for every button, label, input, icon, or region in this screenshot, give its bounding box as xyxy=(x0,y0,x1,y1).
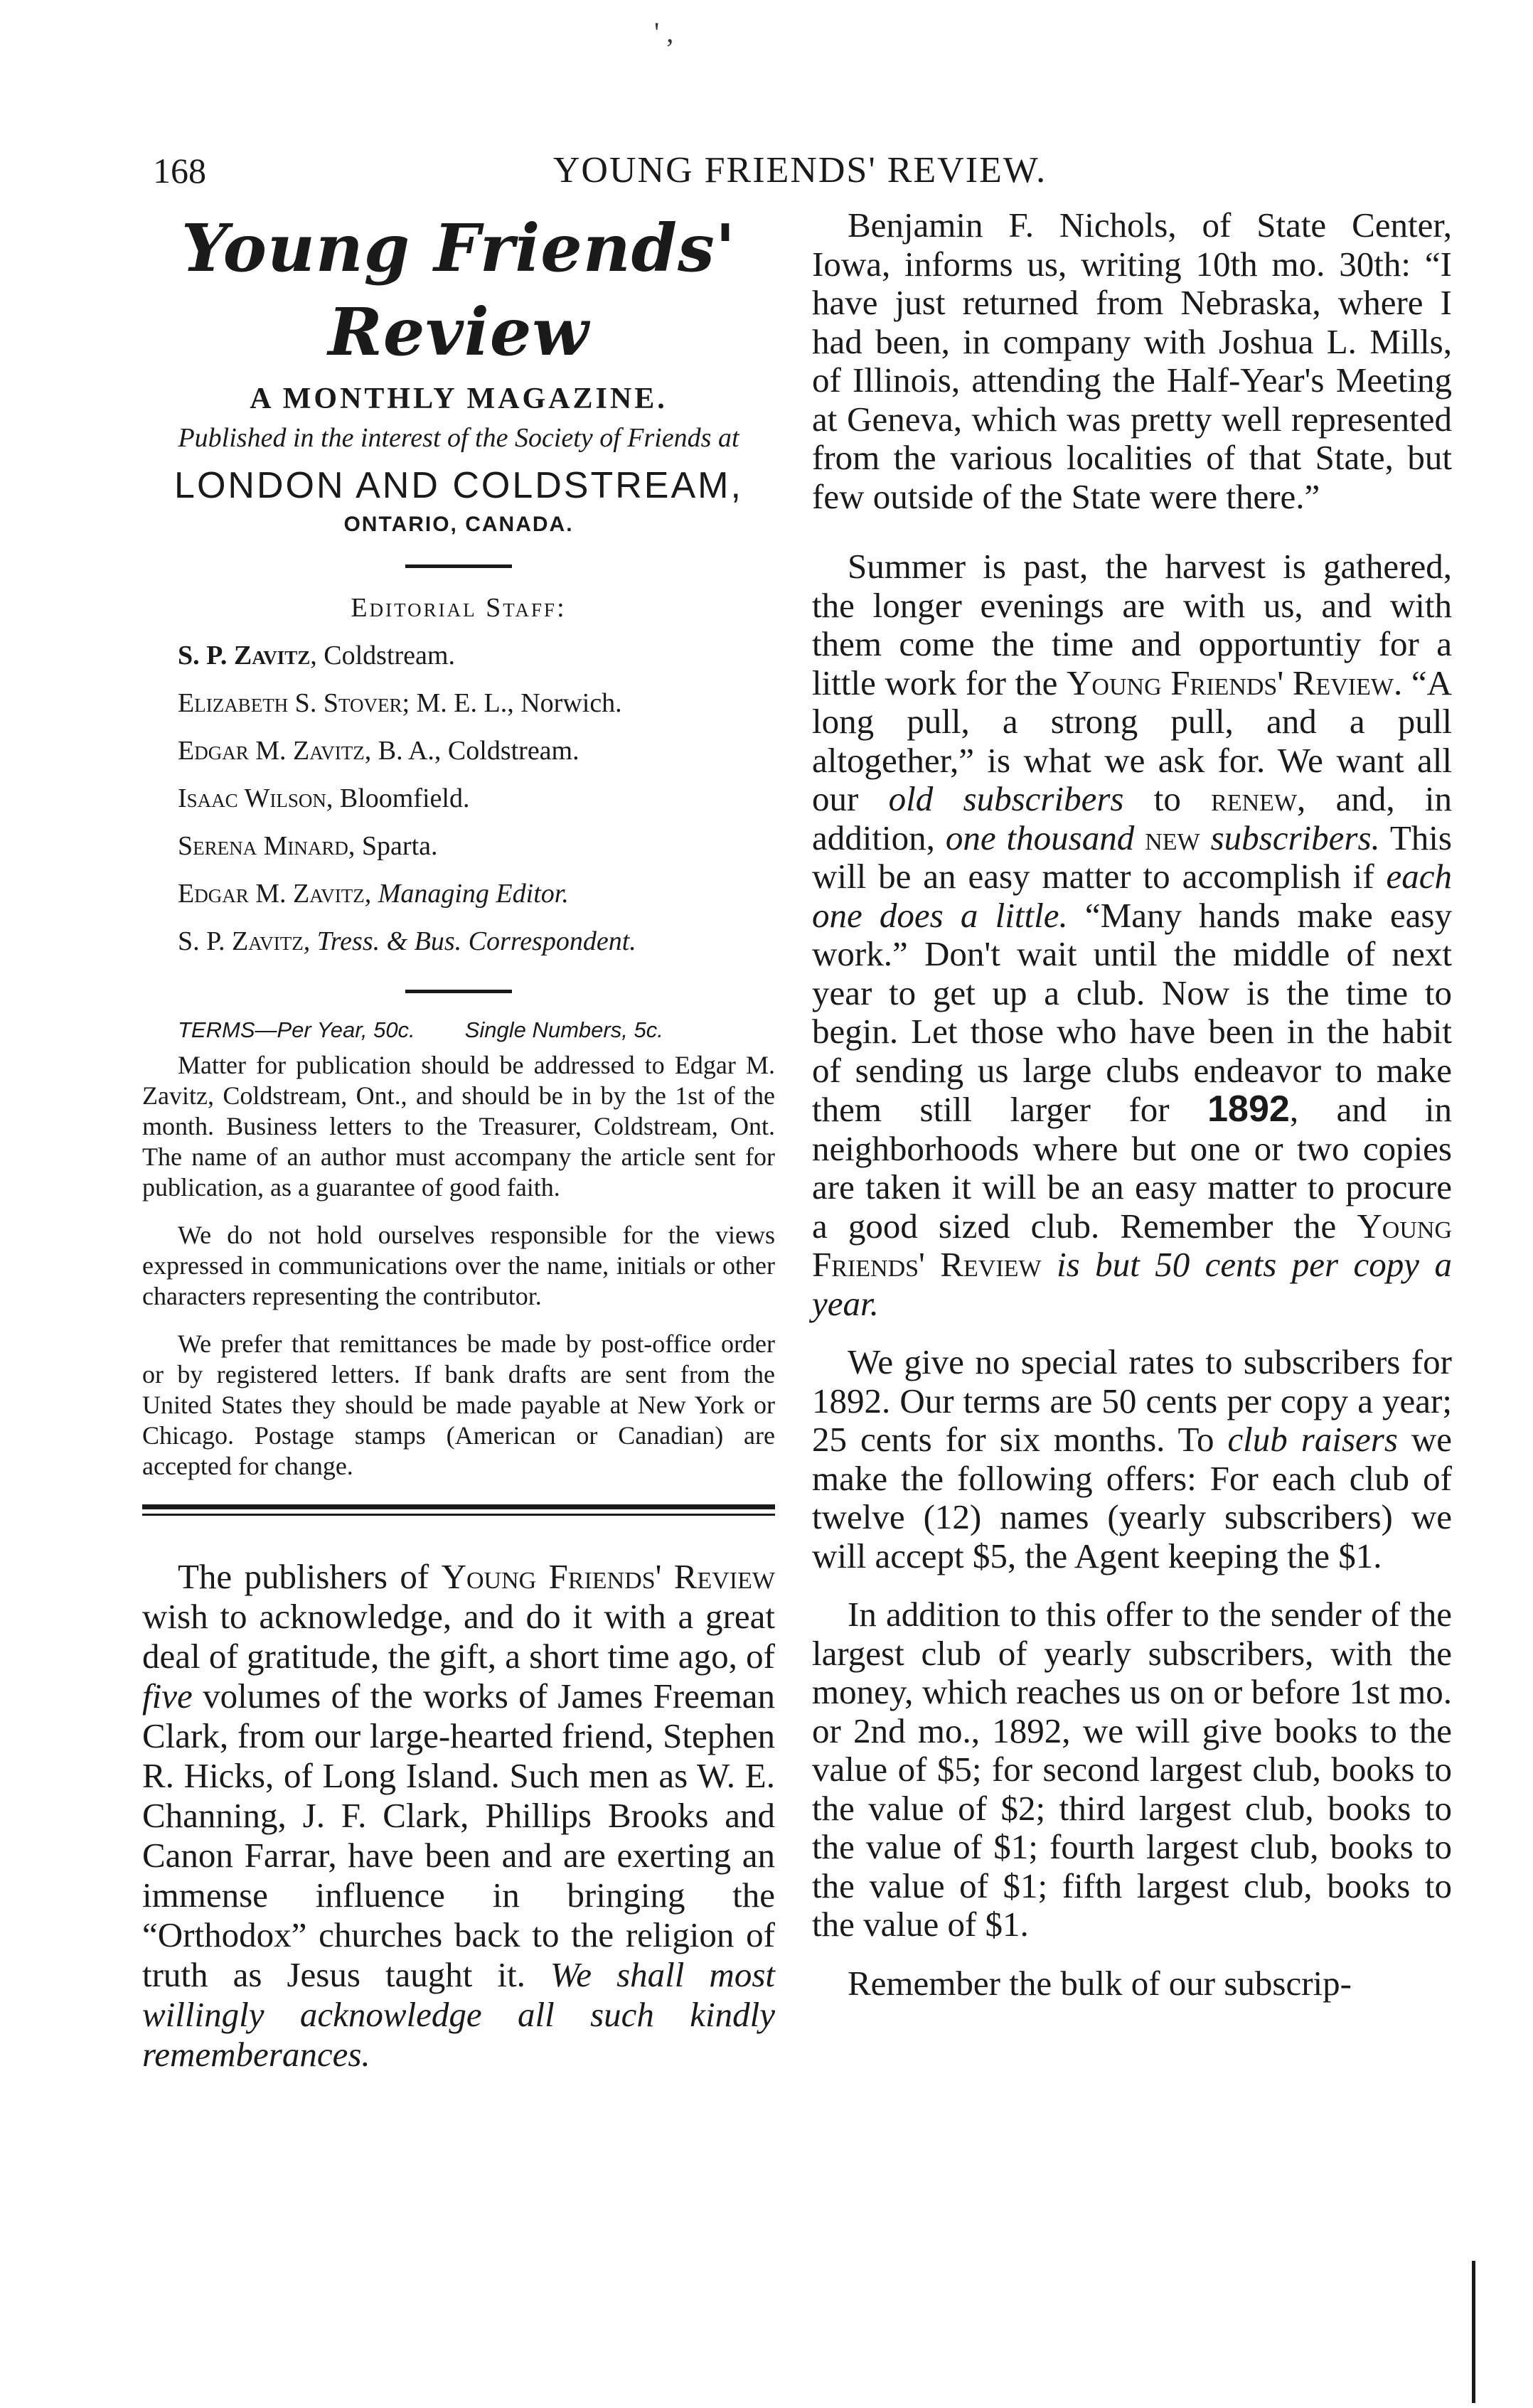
double-rule xyxy=(142,1504,775,1516)
staff-detail: , Managing Editor. xyxy=(364,879,569,909)
staff-name: S. P. Zavitz xyxy=(178,926,304,956)
masthead-subtitle: A MONTHLY MAGAZINE. xyxy=(250,382,668,415)
terms-single: Single Numbers, 5c. xyxy=(464,1017,663,1042)
divider xyxy=(405,990,512,993)
terms-per-year: TERMS—Per Year, 50c. xyxy=(178,1017,415,1042)
staff-name: Isaac Wilson xyxy=(178,783,326,813)
page-header xyxy=(153,149,1447,192)
staff-member xyxy=(178,680,775,727)
right-column xyxy=(812,206,1452,2023)
staff-member xyxy=(178,870,775,918)
masthead-country: ONTARIO, CANADA. xyxy=(343,513,574,536)
staff-detail: , Coldstream. xyxy=(310,641,455,670)
masthead-published: Published in the interest of the Society of Friends at xyxy=(178,423,739,453)
staff-name: Edgar M. Zavitz xyxy=(178,879,365,909)
remember-paragraph: Remember the bulk of our subscrip- xyxy=(848,1963,1352,2003)
staff-name: Elizabeth S. Stover xyxy=(178,688,402,718)
masthead-place: LONDON AND COLDSTREAM, xyxy=(174,465,743,506)
staff-detail: , Tress. & Bus. Correspondent. xyxy=(303,926,636,956)
margin-line xyxy=(1472,2261,1475,2403)
left-column xyxy=(142,206,775,2094)
staff-list xyxy=(142,632,775,965)
staff-member xyxy=(178,918,775,965)
addition-paragraph: In addition to this offer to the sender of the largest club of yearly subscribers, with the money, which reaches us on or before 1st mo. or 2nd mo., 1892, we will give books to the value of $5; for second largest club, books to the value of $2; third largest club, books to the value of $1; fourth largest club, books to the value of $1; fifth largest club, books to the value of $1. xyxy=(812,1595,1452,1944)
running-title: YOUNG FRIENDS' REVIEW. xyxy=(552,150,1047,191)
notice-paragraph: We prefer that remittances be made by post-office order or by registered letters. If bank drafts are sent from the United States they should be made payable at New York or Chicago. Postage stamps (American or Canadian) are accepted for change. xyxy=(142,1329,775,1480)
staff-detail: , Bloomfield. xyxy=(326,783,470,813)
nichols-paragraph: Benjamin F. Nichols, of State Center, Iowa, informs us, writing 10th mo. 30th: “I have just returned from Nebraska, where I had been, in company with Joshua L. Mills, of Illinois, attending the Half-Year's Meeting at Geneva, which was pretty well represented from the various localities of that State, but few outside of the State were there.” xyxy=(812,205,1452,516)
staff-member xyxy=(178,727,775,775)
scan-mark: ' , xyxy=(654,16,674,48)
notice-paragraph: We do not hold ourselves responsible for the views expressed in communications over the name, initials or other characters representing the contributor. xyxy=(142,1221,775,1310)
staff-detail: , Sparta. xyxy=(348,831,438,861)
notice-paragraph: Matter for publication should be addressed to Edgar M. Zavitz, Coldstream, Ont., and should be in by the 1st of the month. Business letters to the Treasurer, Coldstream, Ont. The name of an author must accompany the article sent for publication, as a guarantee of good faith. xyxy=(142,1051,775,1202)
staff-member xyxy=(178,775,775,823)
staff-detail: , B. A., Coldstream. xyxy=(364,736,579,766)
staff-member xyxy=(178,823,775,870)
summer-paragraph: Summer is past, the harvest is gathered, the longer evenings are with us, and with them come the time and opportuntiy for a little work for the Young Friends' Review. “A long pull, a strong pull, and a pull altogether,” is what we ask for. We want all our old subscribers to renew, and, in addition, one thousand new subscribers. This will be an easy matter to accomplish if each one does a little. “Many hands make easy work.” Don't wait until the middle of next year to get up a club. Now is the time to begin. Let those who have been in the habit of sending us large clubs endeavor to make them still larger for 1892, and in neighborhoods where but one or two copies are taken it will be an easy matter to procure a good sized club. Remember the Young Friends' Review is but 50 cents per copy a year. xyxy=(812,547,1453,1323)
page-number: 168 xyxy=(153,151,206,191)
staff-name: Edgar M. Zavitz xyxy=(178,736,365,766)
divider xyxy=(405,564,512,568)
acknowledgment-paragraph: The publishers of Young Friends' Review wish to acknowledge, and do it with a great deal of gratitude, the gift, a short time ago, of five volumes of the works of James Freeman Clark, from our large-hearted friend, Stephen R. Hicks, of Long Island. Such men as W. E. Channing, J. F. Clark, Phillips Brooks and Canon Farrar, have been and are exerting an immense influence in bringing the “Orthodox” churches back to the religion of truth as Jesus taught it. We shall most willingly acknowledge all such kindly rememberances. xyxy=(142,1557,775,2074)
staff-detail: ; M. E. L., Norwich. xyxy=(402,688,622,718)
staff-name: S. P. Zavitz xyxy=(178,641,311,670)
rates-paragraph: We give no special rates to subscribers for 1892. Our terms are 50 cents per copy a year; 25 cents for six months. To club raisers we make the following offers: For each club of twelve (12) names (yearly subscribers) we will accept $5, the Agent keeping the $1. xyxy=(812,1342,1453,1575)
staff-name: Serena Minard xyxy=(178,831,348,861)
terms-line xyxy=(178,1015,775,1046)
staff-member xyxy=(178,632,775,680)
masthead-title: Young Friends' Review xyxy=(181,210,736,370)
staff-heading: Editorial Staff: xyxy=(351,593,567,623)
